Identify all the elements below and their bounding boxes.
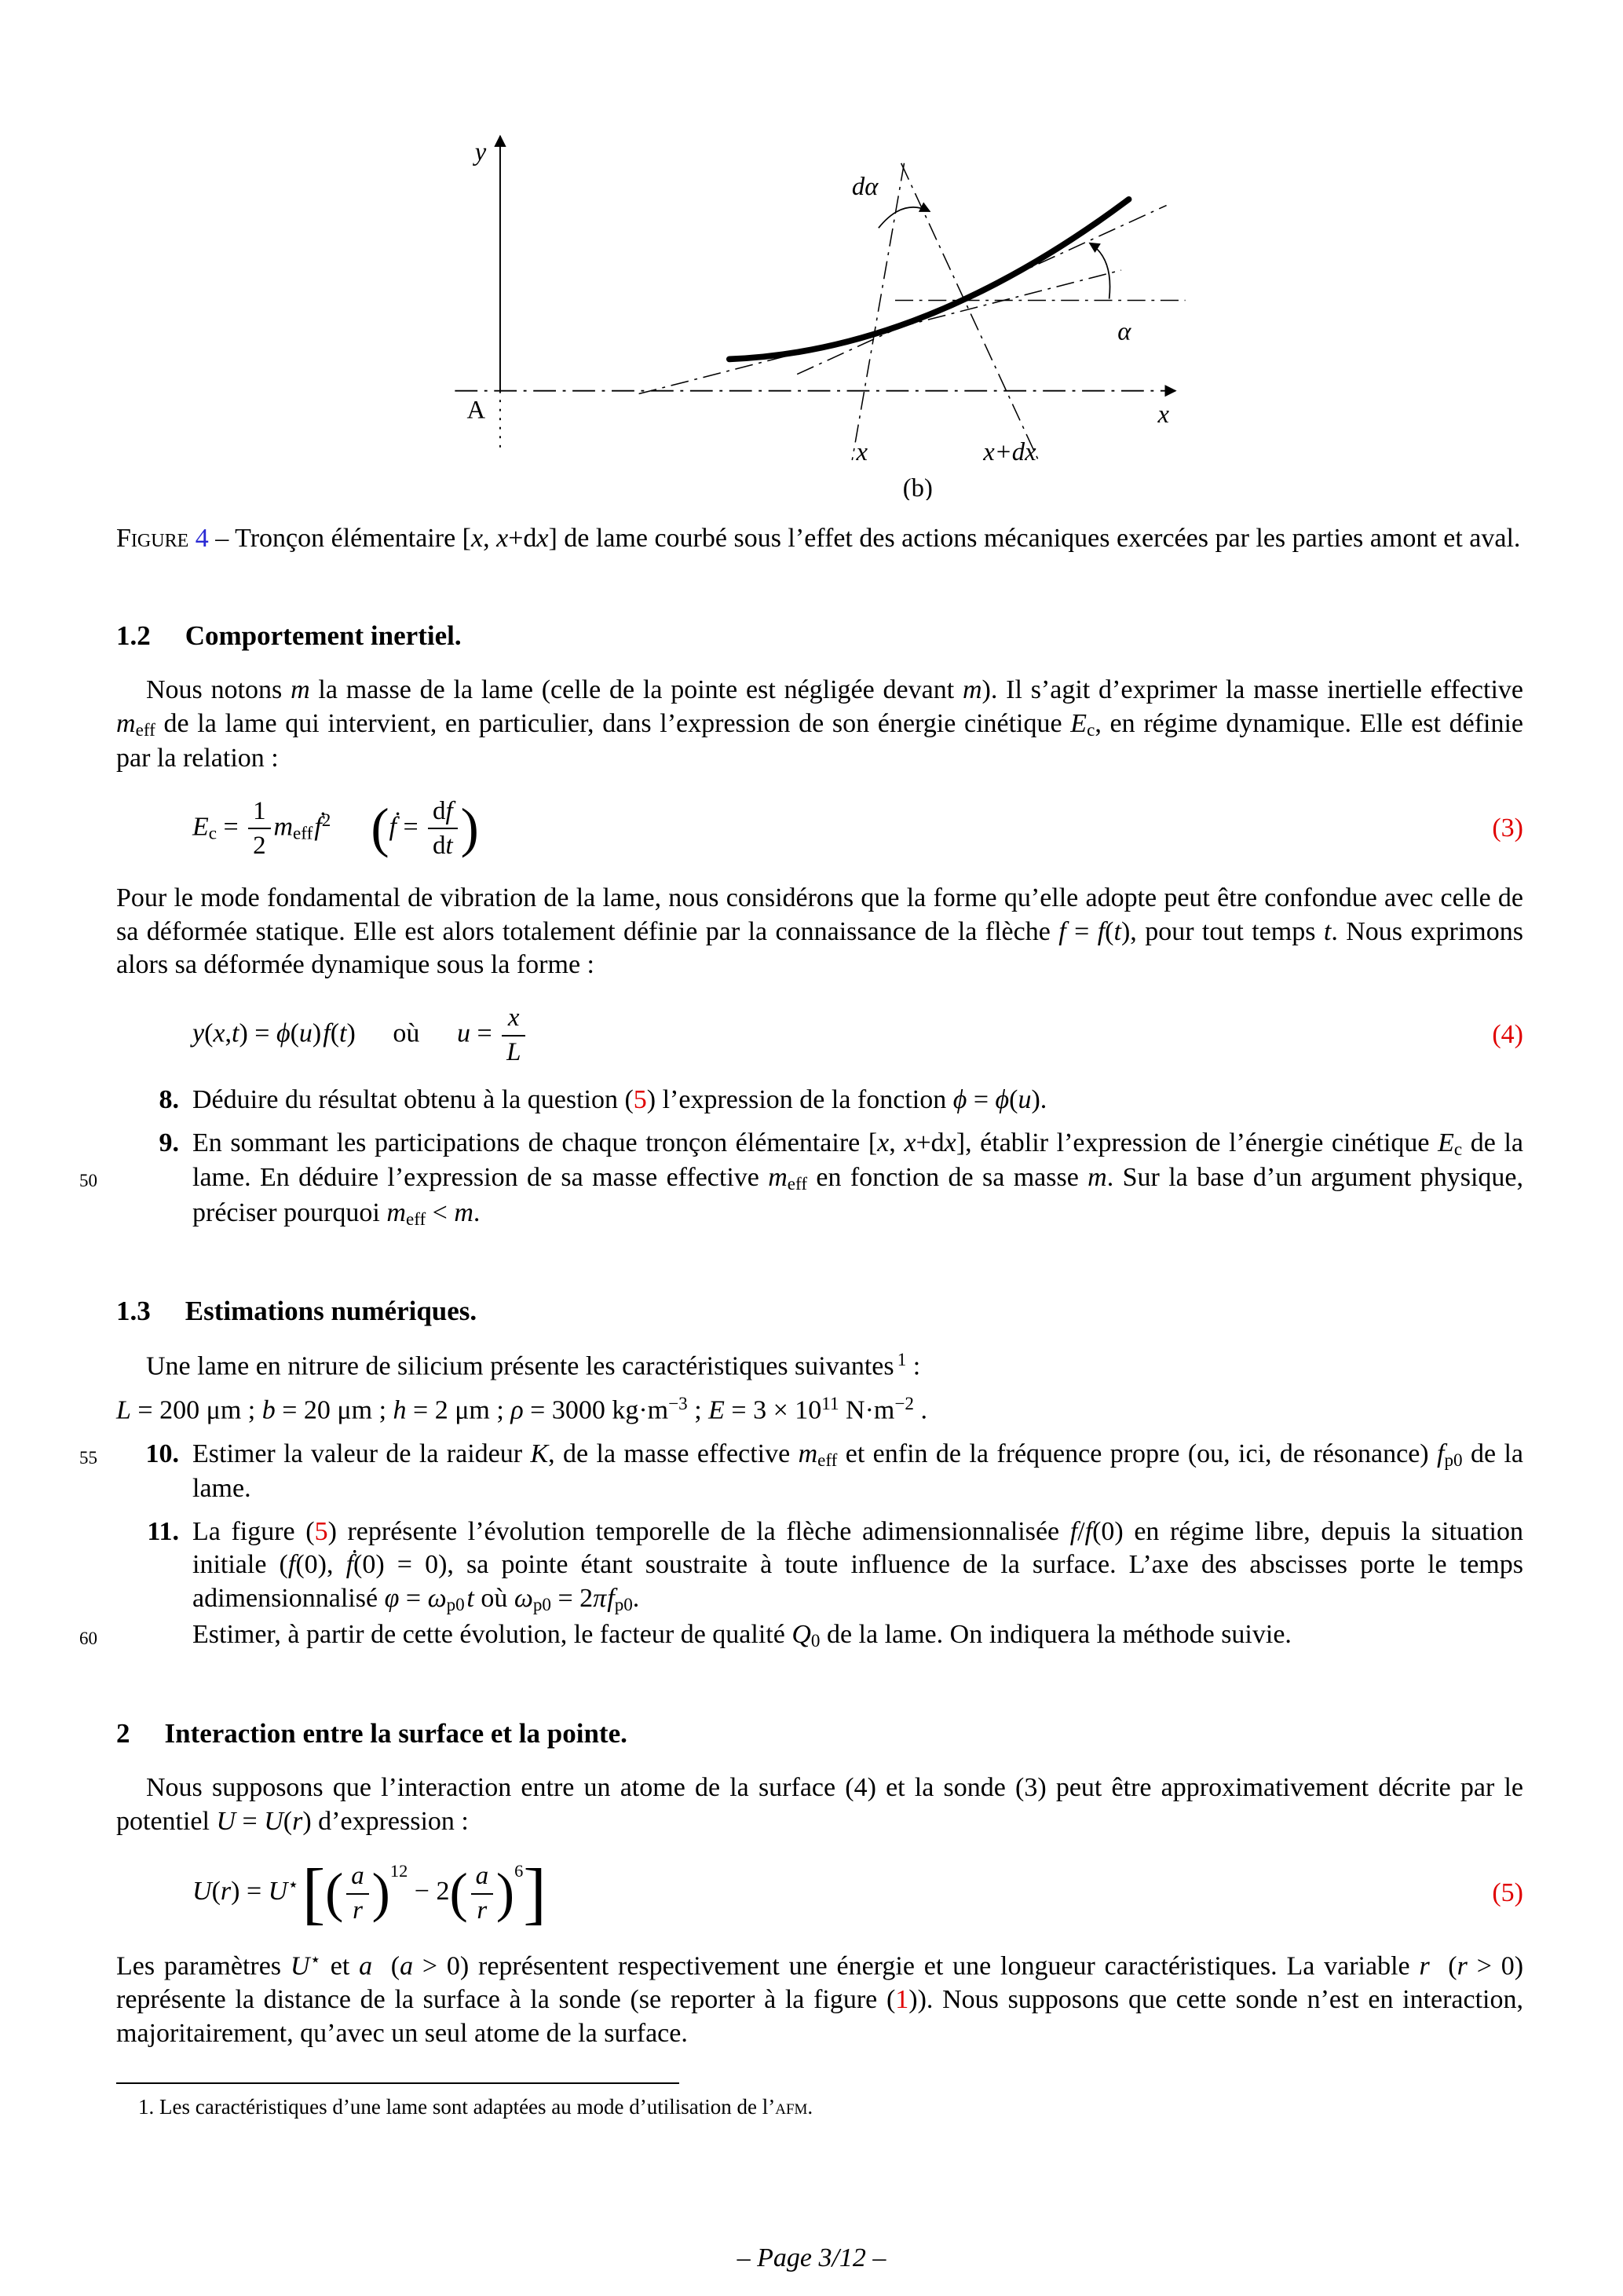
text-segment: = 3 × 10 [724,1395,822,1425]
dalpha-angle-arrow [879,207,930,228]
text-segment: – Tronçon élémentaire [ [208,523,471,553]
equation-4-body [192,1003,528,1068]
equation-4-tag: (4) [1492,1020,1523,1050]
fraction [471,1861,493,1926]
text-segment: de la lame. [192,1439,1523,1503]
equation-4 [192,1003,1523,1068]
page-content [79,110,1524,2120]
text-segment: t [1113,916,1121,946]
equation-5-body [192,1855,546,1932]
fraction-denominator [428,828,458,861]
text-segment: = 2 [550,1584,594,1614]
text-segment: −3 [668,1394,688,1415]
paragraph-inertial-intro [116,674,1523,776]
text-segment: = [967,1085,996,1115]
panel-label: (b) [902,474,933,500]
text-segment: f [607,1584,615,1614]
text-segment: U [290,1951,310,1981]
text-segment: ω [514,1584,533,1614]
text-segment: = 200 μm ; [130,1395,262,1425]
text-segment: , en régime dynamique. Elle est définie par la relation : [116,708,1524,773]
text-segment: ( [1009,1085,1018,1115]
text-segment: > 0) représentent respectivement une énergie et une longueur caractéristiques. La variable [413,1951,1420,1981]
page-number: – Page 3/12 – [737,2243,886,2272]
question-11-continuation [79,1618,1523,1653]
text-segment: 11 [821,1394,839,1415]
text-segment: t [466,1584,474,1614]
text-segment: = [217,811,246,841]
text-segment: Q [791,1620,811,1650]
text-segment: p0 [1444,1450,1463,1471]
text-segment: Nous notons [146,675,291,704]
text-segment: la masse de la lame (celle de la pointe est négligée devant [309,675,963,704]
text-segment: f [1097,916,1106,946]
text-segment: ( [325,1863,344,1924]
text-segment: , de la masse effective [548,1439,799,1468]
text-segment: ) = [231,1877,269,1907]
text-segment: U [264,1806,283,1836]
fraction-numerator [471,1861,493,1893]
text-segment: afm [775,2094,808,2119]
x-dx-position-label: x+dx [983,438,1036,467]
section-title: Comportement inertiel. [185,620,462,651]
beam-diagram [443,119,1197,500]
text-segment: b [261,1395,276,1425]
text-segment: 1 [253,796,266,825]
dalpha-label: dα [851,173,879,202]
text-segment: U [192,1877,212,1907]
paragraph-mode-fundamental [116,882,1523,982]
text-segment: p0 [446,1595,465,1616]
text-segment: en fonction de sa masse [807,1163,1088,1193]
text-segment: ( [283,1806,293,1836]
alpha-angle-arrow [1090,243,1110,299]
text-segment: x [496,523,509,553]
text-segment: E [708,1395,725,1425]
text-segment: ḟ [345,1550,354,1580]
text-segment: ḟ [389,811,397,841]
text-segment: +d [508,523,537,553]
text-segment: K [530,1439,549,1468]
text-segment: Estimer, à partir de cette évolution, le facteur de qualité [192,1620,792,1650]
text-segment: . [632,1584,640,1614]
question-text [192,1128,1523,1230]
text-segment: r [1419,1951,1430,1981]
question-number: 11. [147,1516,179,1546]
equation-5-tag: (5) [1492,1878,1523,1908]
paragraph-silicon-intro [116,1349,1523,1384]
text-segment: < [426,1197,455,1227]
fraction [346,1861,368,1926]
text-segment: = 20 μm ; [275,1395,393,1425]
text-segment: ( [371,798,389,859]
text-segment: . Sur la base d’un argument physique, préciser pourquoi [192,1163,1523,1227]
section-2-heading [116,1717,1523,1751]
text-segment: 2 [253,831,266,860]
text-segment: : [906,1351,921,1381]
margin-line-number-60: 60 [79,1629,97,1649]
text-segment: a [400,1951,414,1981]
text-segment: ⋆ [287,1874,299,1896]
text-segment: − 2 [408,1877,450,1907]
text-segment: Pour le mode fondamental de vibration de la lame, nous considérons que la forme qu’elle adopte peut être confondue avec celle de sa déformée statique. Elle est alors totalement définie par la connaissance de la flèche [116,883,1523,946]
text-segment: a [475,1862,489,1891]
cross-reference-link[interactable]: 4 [188,523,209,553]
fraction-numerator [428,796,458,828]
text-segment: E [192,811,209,841]
text-segment: = [470,1018,499,1048]
paragraph-potential-params [116,1949,1523,2051]
text-segment: , [889,1128,905,1158]
figure-4 [443,119,1197,510]
text-segment: x [877,1128,890,1158]
text-segment: > 0) représente la distance de la surface à la sonde (se reporter à la figure ( [116,1951,1524,2015]
text-segment: En sommant les participations de chaque tronçon élémentaire [ [192,1128,878,1158]
text-segment: Estimer la valeur de la raideur [192,1439,531,1468]
text-segment: = 2 μm ; [406,1395,511,1425]
text-segment: ϕ [995,1085,1010,1115]
text-segment: de la lame qui intervient, en particulier, dans l’expression de son énergie cinétique [155,708,1071,738]
text-segment: ( [204,1018,214,1048]
text-segment: ) [495,1863,515,1924]
text-segment: ( [1105,916,1114,946]
section-1-2-heading [116,619,1523,653]
footnote-text [116,2093,1523,2120]
text-segment: ) d’expression : [302,1806,469,1836]
text-segment: ). [1031,1085,1047,1115]
normal-line-at-x [852,163,904,460]
text-segment: , [483,523,497,553]
text-segment: eff [817,1450,838,1471]
text-segment: 2 [321,810,331,831]
question-number: 8. [159,1085,179,1115]
text-segment: ⋆ [309,1949,321,1970]
text-segment: . [473,1197,481,1227]
text-segment: x [213,1018,225,1048]
equation-3-tag: (3) [1492,813,1523,843]
text-segment: ( [1429,1951,1457,1981]
text-segment: . [807,2094,813,2119]
text-segment: 6 [514,1861,524,1881]
fraction-numerator [248,796,270,828]
cross-reference-link[interactable]: 1 [895,1985,909,2015]
equation-3-body [192,796,479,861]
fraction-numerator [502,1003,525,1035]
text-segment: = 3000 kg·m [523,1395,669,1425]
tangent-line-at-x [639,270,1121,393]
section-title: Interaction entre la surface et la pointe. [164,1717,627,1749]
section-title: Estimations numériques. [185,1295,477,1326]
text-segment: r [220,1877,232,1907]
fraction-denominator [502,1035,525,1069]
text-segment: ), pour tout temps [1120,916,1324,946]
section-number: 2 [116,1717,130,1749]
text-segment: )). Nous supposons que cette sonde n’est en interaction, majoritairement, qu’avec un seul atome de la surface. [116,1985,1524,2049]
text-segment: r [292,1806,303,1836]
footnote-rule [116,2082,679,2084]
text-segment: t [339,1018,347,1048]
fraction-numerator [346,1861,368,1893]
cross-reference-link[interactable]: 5 [314,1516,328,1546]
origin-label: A [466,396,486,425]
text-segment: [ [302,1855,326,1932]
fraction-denominator [346,1893,368,1927]
fraction [428,796,458,861]
text-segment: ) [312,1018,322,1048]
text-segment: ] [523,1855,546,1932]
text-segment: ) [371,1863,390,1924]
text-segment: ϕ [276,1018,291,1048]
question-text [192,1439,1523,1503]
text-segment: eff [787,1174,808,1195]
text-segment: a [351,1862,364,1891]
text-segment: de la lame. On indiquera la méthode suivie. [820,1620,1292,1650]
alpha-label: α [1117,317,1131,346]
text-segment: −2 [894,1394,914,1415]
text-segment: p0 [614,1595,633,1616]
text-segment: f [1069,1516,1078,1546]
text-segment: x [507,1004,520,1033]
text-segment: (0), [295,1550,346,1580]
text-segment: m [798,1439,818,1468]
text-segment: où [473,1584,514,1614]
equation-5 [192,1855,1523,1932]
text-segment: ϕ [952,1085,967,1115]
equation-3 [192,796,1523,861]
text-segment: où [393,1018,420,1048]
text-segment: ) [346,1018,356,1048]
text-segment: m [386,1197,406,1227]
fraction-denominator [471,1893,493,1927]
fraction [502,1003,525,1068]
text-segment: u [457,1018,471,1048]
tangent-line-at-x-dx [797,206,1166,375]
text-segment: c [1453,1139,1463,1161]
text-segment: ( [211,1877,221,1907]
text-segment: 12 [389,1861,408,1881]
text-segment: ( [372,1951,400,1981]
question-number: 10. [145,1439,179,1468]
text-segment: ρ [510,1395,524,1425]
text-segment: r [353,1896,363,1925]
text-segment: ) l’expression de la fonction [646,1085,953,1115]
text-segment: . Nous exprimons alors sa déformée dynamique sous la forme : [116,916,1523,980]
text-segment: La figure ( [192,1516,315,1546]
text-segment: 0 [810,1631,821,1652]
text-segment: = [236,1806,265,1836]
text-segment: a [359,1951,373,1981]
text-segment: π [593,1584,607,1614]
text-segment: ) représente l’évolution temporelle de la flèche adimensionnalisée [327,1516,1070,1546]
section-number: 1.3 [116,1295,151,1326]
text-segment: m [273,811,294,841]
paragraph-interaction-intro [116,1771,1523,1839]
cross-reference-link[interactable]: 5 [633,1085,647,1115]
text-segment: eff [135,719,155,740]
text-segment: r [1457,1951,1468,1981]
margin-line-number-50: 50 [79,1171,97,1191]
text-segment: eff [293,823,313,844]
section-number: 1.2 [116,620,151,651]
text-segment: m [116,708,136,738]
text-segment: t [445,831,453,860]
question-11 [116,1515,1523,1618]
text-segment: m [454,1197,473,1227]
text-segment: m [1087,1163,1107,1193]
text-segment: f [1437,1439,1445,1468]
fraction [248,796,270,861]
x-position-label: x [856,438,868,467]
text-segment: r [477,1896,488,1925]
text-segment: φ [384,1584,400,1614]
text-segment: t [1323,916,1332,946]
text-segment: ). Il s’agit d’exprimer la masse inertielle effective [981,675,1523,704]
text-segment: f [287,1550,296,1580]
text-segment: c [208,823,217,844]
text-segment: m [768,1163,788,1193]
text-segment: = [396,811,426,841]
text-segment: x [471,523,484,553]
text-segment: N·m [839,1395,895,1425]
question-number: 9. [159,1128,179,1158]
text-segment: ( [449,1863,468,1924]
question-8 [116,1084,1523,1117]
text-segment: . [913,1395,927,1425]
text-segment: m [962,675,982,704]
text-segment: E [1438,1128,1454,1158]
text-segment: ] de lame courbé sous l’effet des actions mécaniques exercées par les parties amont et aval. [548,523,1521,553]
text-segment: t [232,1018,239,1048]
text-segment: eff [405,1208,426,1230]
text-segment: x [904,1128,916,1158]
text-segment: et [320,1951,360,1981]
text-segment: U [268,1877,288,1907]
question-9 [79,1127,1523,1231]
question-text [192,1517,1523,1614]
text-segment: h [393,1395,407,1425]
paragraph-material-values [116,1393,1523,1428]
text-segment: u [298,1018,313,1048]
text-segment: ) = [239,1018,276,1048]
text-segment: (0) = 0), sa pointe étant soustraite à toute influence de la surface. L’axe des abscisses porte le temps adimensionnalisé [192,1550,1523,1614]
text-segment: = [1066,916,1098,946]
text-segment: f [1058,916,1066,946]
text-segment: y [192,1018,205,1048]
text-segment: Les paramètres [116,1951,291,1981]
text-segment: x [536,523,549,553]
x-axis-label: x [1157,400,1170,430]
text-segment: ], établir l’expression de l’énergie cinétique [956,1128,1438,1158]
text-segment: E [1070,708,1087,738]
y-axis-label: y [474,137,487,166]
fraction-denominator [248,828,270,861]
text-segment: c [1087,719,1095,740]
text-segment: d [433,796,446,825]
text-segment: de la lame. En déduire l’expression de sa masse effective [192,1128,1523,1193]
margin-line-number-55: 55 [79,1447,97,1468]
question-text [192,1620,1292,1652]
text-segment: / [1077,1516,1085,1546]
text-segment: x [944,1128,956,1158]
text-segment: ω [427,1584,447,1614]
text-segment: m [291,675,310,704]
text-segment: ḟ [314,811,322,841]
text-segment: ( [290,1018,299,1048]
text-segment: 1. Les caractéristiques d’une lame sont adaptées au mode d’utilisation de l’ [138,2094,776,2119]
text-segment: 1 [897,1349,907,1370]
footnote-block [116,2082,1523,2120]
text-segment: p0 [532,1595,551,1616]
text-segment: Figure [116,523,189,553]
text-segment: L [506,1038,521,1067]
text-segment: f [323,1018,331,1048]
text-segment: f [1084,1516,1093,1546]
text-segment: u [1018,1085,1032,1115]
text-segment: +d [916,1128,945,1158]
text-segment: ( [330,1018,340,1048]
text-segment: et enfin de la fréquence propre (ou, ici, de résonance) [837,1439,1438,1468]
text-segment: Nous supposons que l’interaction entre un atome de la surface (4) et la sonde (3) peut être approximativement décrite par le potentiel [116,1772,1523,1836]
text-segment: Une lame en nitrure de silicium présente les caractéristiques suivantes [146,1351,894,1381]
text-segment: (0) en régime libre, depuis la situation initiale ( [192,1516,1523,1580]
text-segment: ; [687,1395,709,1425]
figure-caption [116,522,1523,556]
text-segment: d [433,831,446,860]
question-text [192,1085,1047,1114]
text-segment: L [116,1395,131,1425]
text-segment: , [225,1018,232,1048]
question-10 [79,1438,1523,1506]
text-segment: f [445,796,453,825]
section-1-3-heading [116,1294,1523,1329]
text-segment: U [216,1806,236,1836]
text-segment: Déduire du résultat obtenu à la question ( [192,1085,634,1115]
text-segment: = [399,1584,428,1614]
beam-curve [729,199,1129,360]
text-segment: ) [460,798,479,859]
